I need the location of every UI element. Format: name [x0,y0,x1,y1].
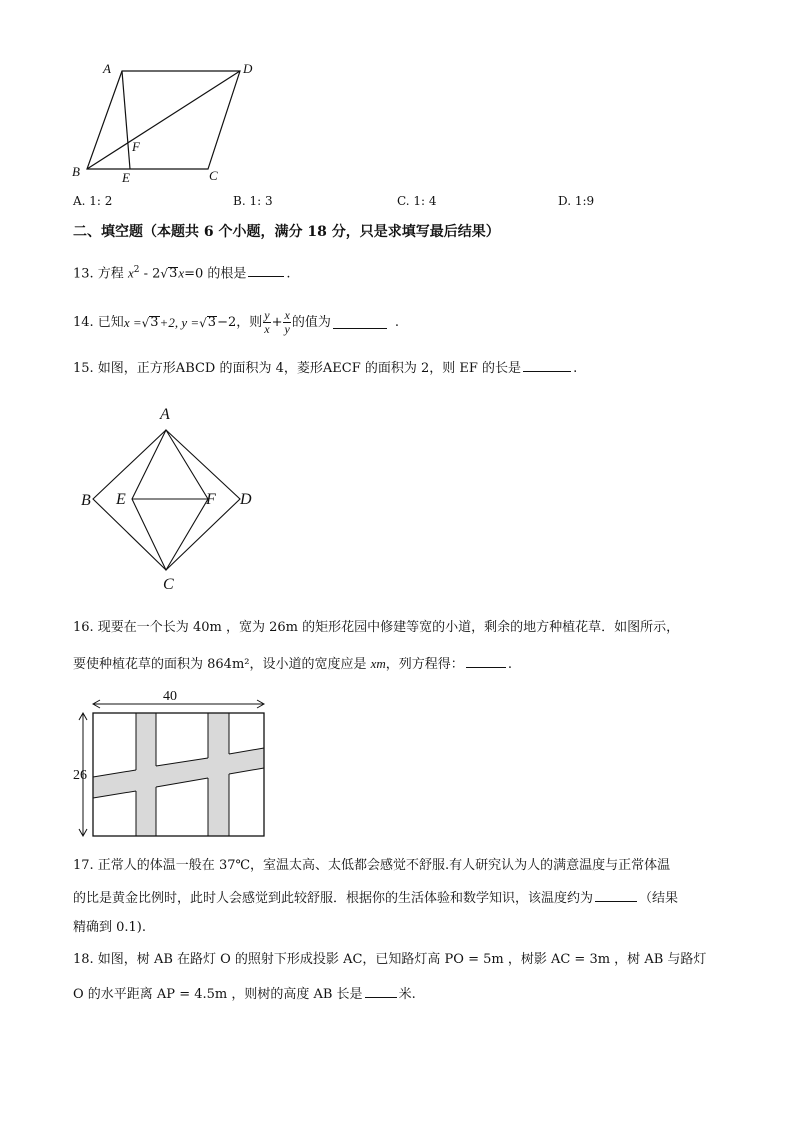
question-18-line-1: 18. 如图，树 AB 在路灯 O 的照射下形成投影 AC，已知路灯高 PO = 5m ，树影 AC = 3m ，树 AB 与路灯 [73,952,707,967]
label-a: A [160,406,170,423]
q16-line2-a: 要使种植花草的面积为 864m²，设小道的宽度应是 [73,657,371,672]
question-15 [73,359,577,378]
q18-line2-a: O 的水平距离 AP = 4.5m ，则树的高度 AB 长是 [73,987,363,1002]
option-c[interactable]: C. 1: 4 [397,194,437,208]
q16-var: xm [370,656,386,671]
q14-y-sqrt: 3 [207,315,217,330]
q17-answer-blank[interactable] [595,889,637,902]
width-label: 40 [163,689,177,704]
question-17-line-3: 精确到 0.1). [73,920,147,935]
label-f: F [132,139,140,154]
q13-end: . [286,266,291,282]
q16-answer-blank[interactable] [466,655,506,668]
q16-line2-b: ，列方程得： [385,657,464,672]
question-13: 13. 方程 $x^2 - 2√3x=0$ 的根是 . [73,265,291,282]
q15-answer-blank[interactable] [523,359,571,372]
label-c: C [163,576,174,593]
q14-y-tail: −2 [217,314,237,330]
height-label: 26 [73,768,87,783]
q14-prefix: 14. 已知 [73,314,124,330]
option-d[interactable]: D. 1:9 [558,194,595,208]
figure-parallelogram [66,58,266,188]
question-17-line-2 [73,889,678,908]
question-16-line-1: 16. 现要在一个长为 40m ，宽为 26m 的矩形花园中修建等宽的小道，剩余的地方种植花草．如图所示， [73,620,680,635]
q14-x-tail: +2, y = [159,314,200,330]
q16-end: . [507,657,512,672]
q15-text: 15. 如图，正方形ABCD 的面积为 4，菱形AECF 的面积为 2，则 EF 的长是 [73,361,522,376]
label-e: E [122,170,130,185]
question-14: 14. 已知 x = √ 3 +2, y = √ 3 −2 ，则 $\frac{y}{x}$ + $\frac{x}{y}$ 的值为 . [73,308,399,336]
label-c: C [209,168,218,183]
segment-ae [122,71,130,169]
q14-answer-blank[interactable] [333,316,387,329]
q13-exp: 2 [133,265,140,275]
q14-fraction-1: $\frac{y}{x}$ [264,308,270,336]
label-a: A [103,61,111,76]
figure-garden [66,688,276,840]
section-title: 二、填空题（本题共 6 个小题，满分 18 分，只是求填写最后结果） [73,224,500,240]
q14-x-sqrt: 3 [150,315,159,330]
label-d: D [243,61,253,76]
q14-end: . [394,314,399,330]
figure-square-rhombus [76,400,266,595]
label-b: B [72,164,80,179]
q13-x: x [127,265,134,281]
q18-line2-b: 米. [398,987,416,1002]
q13-sqrt: 3 [169,266,178,282]
label-e: E [116,491,126,508]
question-17-line-1: 17. 正常人的体温一般在 37℃，室温太高、太低都会感觉不舒服.有人研究认为人的满意温度与正常体温 [73,858,671,873]
q14-plus: + [271,314,283,330]
q14-fraction-2: $\frac{x}{y}$ [284,308,290,336]
q14-x-expr: x = [123,314,142,330]
q17-line2-a: 的比是黄金比例时，此时人会感觉到此较舒服．根据你的生活体验和数学知识，该温度约为 [73,891,594,906]
q13-prefix: 13. 方程 [73,266,128,282]
option-a[interactable]: A. 1: 2 [73,194,113,208]
q13-answer-blank[interactable] [248,264,284,277]
q13-tail: =0 的根是 [184,266,247,282]
q17-line2-b: （结果 [639,891,679,906]
question-16-line-2 [73,655,512,674]
q14-mid: ，则 [236,314,263,330]
q14-suffix: 的值为 [291,314,331,330]
option-b[interactable]: B. 1: 3 [233,194,273,208]
label-f: F [206,491,216,508]
q15-end: . [573,361,578,376]
q18-answer-blank[interactable] [365,985,397,998]
question-18-line-2 [73,985,416,1004]
q13-coef: - 2 [139,266,161,282]
label-b: B [81,492,91,509]
diagonal-bd [87,71,240,169]
q13-x2: x [178,265,185,281]
label-d: D [240,491,252,508]
